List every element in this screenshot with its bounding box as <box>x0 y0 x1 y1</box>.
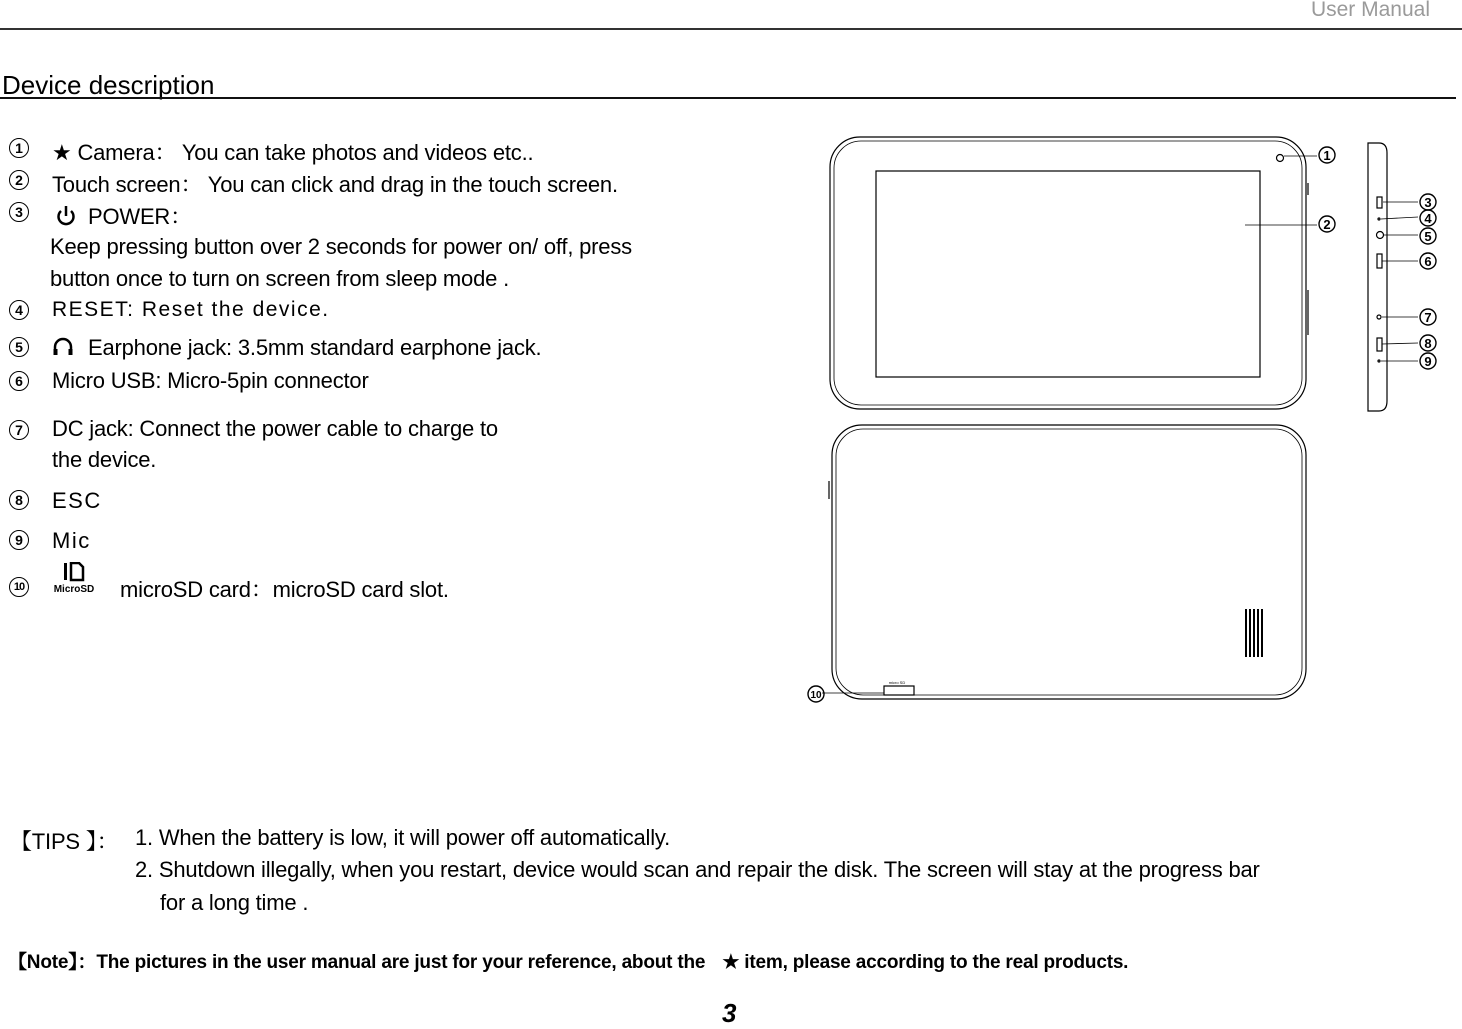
callout-marker <box>1420 228 1436 244</box>
callout-marker <box>1420 194 1436 210</box>
callout-marker <box>1319 216 1335 232</box>
item-number: 1 <box>9 138 29 158</box>
item-esc: ESC <box>52 488 102 513</box>
tips-label: 【TIPS 】： <box>10 829 119 854</box>
star-icon: ★ <box>52 140 72 165</box>
svg-text:6: 6 <box>1424 254 1432 269</box>
callout-marker <box>1420 335 1436 351</box>
section-divider <box>0 97 1456 99</box>
item-number: 5 <box>9 337 29 357</box>
tips-item-2b: for a long time . <box>160 890 309 915</box>
svg-text:5: 5 <box>1424 229 1432 244</box>
item-number: 2 <box>9 170 29 190</box>
item-number: 3 <box>9 202 29 222</box>
item-mic: Mic <box>52 528 91 553</box>
svg-text:2: 2 <box>1323 217 1331 232</box>
tips-item-2a: 2. Shutdown illegally, when you restart, device would scan and repair the disk. The screen will stay at the progress bar <box>135 857 1260 882</box>
item-power-desc-1: Keep pressing button over 2 seconds for power on/ off, press <box>50 234 632 259</box>
item-camera: ★ Camera： You can take photos and videos etc.. <box>52 140 534 165</box>
tablet-side-outline <box>1368 143 1387 411</box>
item-earphone: Earphone jack: 3.5mm standard earphone jack. <box>52 335 541 363</box>
microsd-icon: MicroSD <box>48 562 100 595</box>
note-text: 【Note】：The pictures in the user manual are just for your reference, about the ★ item, please according to the real products. <box>8 952 1129 973</box>
callout-marker <box>1420 353 1436 369</box>
svg-text:1: 1 <box>1323 148 1331 163</box>
svg-text:4: 4 <box>1424 211 1432 226</box>
microsd-slot <box>884 686 914 695</box>
tablet-back-outline <box>832 425 1306 699</box>
item-touch-screen: Touch screen： You can click and drag in the touch screen. <box>52 172 618 197</box>
item-number: 6 <box>9 371 29 391</box>
item-number: 4 <box>9 300 29 320</box>
callout-marker <box>1420 309 1436 325</box>
item-number: 8 <box>9 490 29 510</box>
item-micro-usb: Micro USB: Micro-5pin connector <box>52 368 369 393</box>
star-icon: ★ <box>722 952 740 973</box>
page-number: 3 <box>722 998 737 1028</box>
item-power-desc-2: button once to turn on screen from sleep mode . <box>50 266 509 291</box>
svg-text:10: 10 <box>810 690 822 701</box>
item-reset: RESET: Reset the device. <box>52 298 330 321</box>
callout-marker <box>808 686 824 702</box>
item-dc-jack-1: DC jack: Connect the power cable to charge to <box>52 416 498 441</box>
svg-text:3: 3 <box>1424 195 1432 210</box>
callout-marker <box>1420 253 1436 269</box>
item-number: 9 <box>9 530 29 550</box>
header-title: User Manual <box>1310 0 1430 21</box>
section-title: Device description <box>2 70 215 100</box>
callout-marker <box>1420 210 1436 226</box>
speaker-grille <box>1246 609 1262 657</box>
item-power: POWER： <box>56 200 192 233</box>
tablet-diagram <box>800 125 1450 725</box>
item-dc-jack-2: the device. <box>52 447 157 472</box>
item-microsd: microSD card：microSD card slot. <box>120 577 449 602</box>
callout-marker <box>1319 147 1335 163</box>
slot-label: micro SD <box>888 680 906 685</box>
camera-lens <box>1277 155 1284 162</box>
touch-screen <box>876 171 1260 377</box>
power-icon <box>56 205 76 233</box>
item-number: 10 <box>9 577 29 597</box>
svg-text:9: 9 <box>1424 354 1432 369</box>
item-number: 7 <box>9 420 29 440</box>
headphone-icon <box>52 337 74 363</box>
header-divider <box>0 28 1462 30</box>
tablet-front-outline <box>830 137 1306 409</box>
tips-item-1: 1. When the battery is low, it will power off automatically. <box>135 825 670 850</box>
svg-text:8: 8 <box>1424 336 1432 351</box>
svg-text:7: 7 <box>1424 310 1432 325</box>
